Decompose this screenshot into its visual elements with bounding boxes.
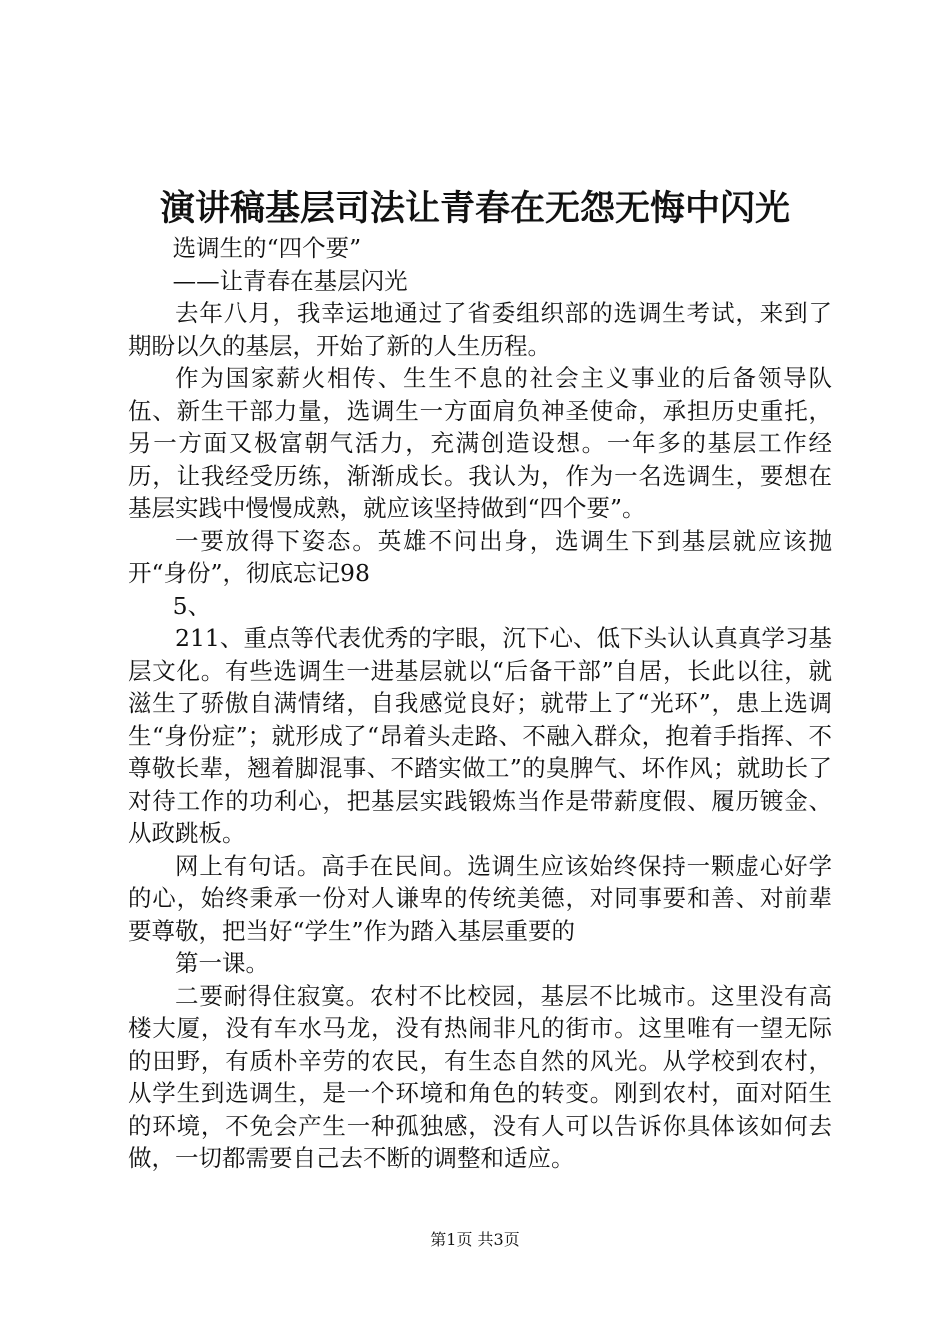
paragraph: 去年八月，我幸运地通过了省委组织部的选调生考试，来到了期盼以久的基层，开始了新的人生历程。 (128, 299, 832, 360)
paragraph: 网上有句话。高手在民间。选调生应该始终保持一颗虚心好学的心，始终秉承一份对人谦卑的传统美德，对同事要和善、对前辈要尊敬，把当好“学生”作为踏入基层重要的 (128, 851, 832, 945)
paragraph-subtitle-1: 选调生的“四个要” (172, 234, 362, 262)
paragraph: 一要放得下姿态。英雄不问出身，选调生下到基层就应该抛开“身份”，彻底忘记98 (128, 526, 832, 587)
document-title: 演讲稿基层司法让青春在无怨无悔中闪光 (159, 188, 790, 229)
paragraph-subtitle-2: ——让青春在基层闪光 (172, 266, 408, 295)
paragraph: 211、重点等代表优秀的字眼，沉下心、低下头认认真真学习基层文化。有些选调生一进基层就以“后备干部”自居，长此以往，就滋生了骄傲自满情绪，自我感觉良好；就带上了“光环”，患上选调生“身份症”；就形成了“昂着头走路、不融入群众，抱着手指挥、不尊敬长辈，翘着脚混事、不踏实做工”的臭脾气、坏作风；就助长了对待工作的功利心，把基层实践锻炼当作是带薪度假、履历镀金、从政跳板。 (128, 624, 832, 847)
document-body (128, 232, 832, 1175)
paragraph: 5、 (172, 591, 212, 620)
page-number-footer: 第1页 共3页 (430, 1230, 520, 1249)
paragraph: 第一课。 (175, 949, 269, 977)
paragraph: 作为国家薪火相传、生生不息的社会主义事业的后备领导队伍、新生干部力量，选调生一方面肩负神圣使命，承担历史重托，另一方面又极富朝气活力，充满创造设想。一年多的基层工作经历，让我经受历练，渐渐成长。我认为，作为一名选调生，要想在基层实践中慢慢成熟，就应该坚持做到“四个要”。 (128, 364, 832, 522)
paragraph: 二要耐得住寂寞。农村不比校园，基层不比城市。这里没有高楼大厦，没有车水马龙，没有热闹非凡的街市。这里唯有一望无际的田野，有质朴辛劳的农民，有生态自然的风光。从学校到农村，从学生到选调生，是一个环境和角色的转变。刚到农村，面对陌生的环境，不免会产生一种孤独感，没有人可以告诉你具体该如何去做，一切都需要自己去不断的调整和适应。 (128, 981, 832, 1172)
